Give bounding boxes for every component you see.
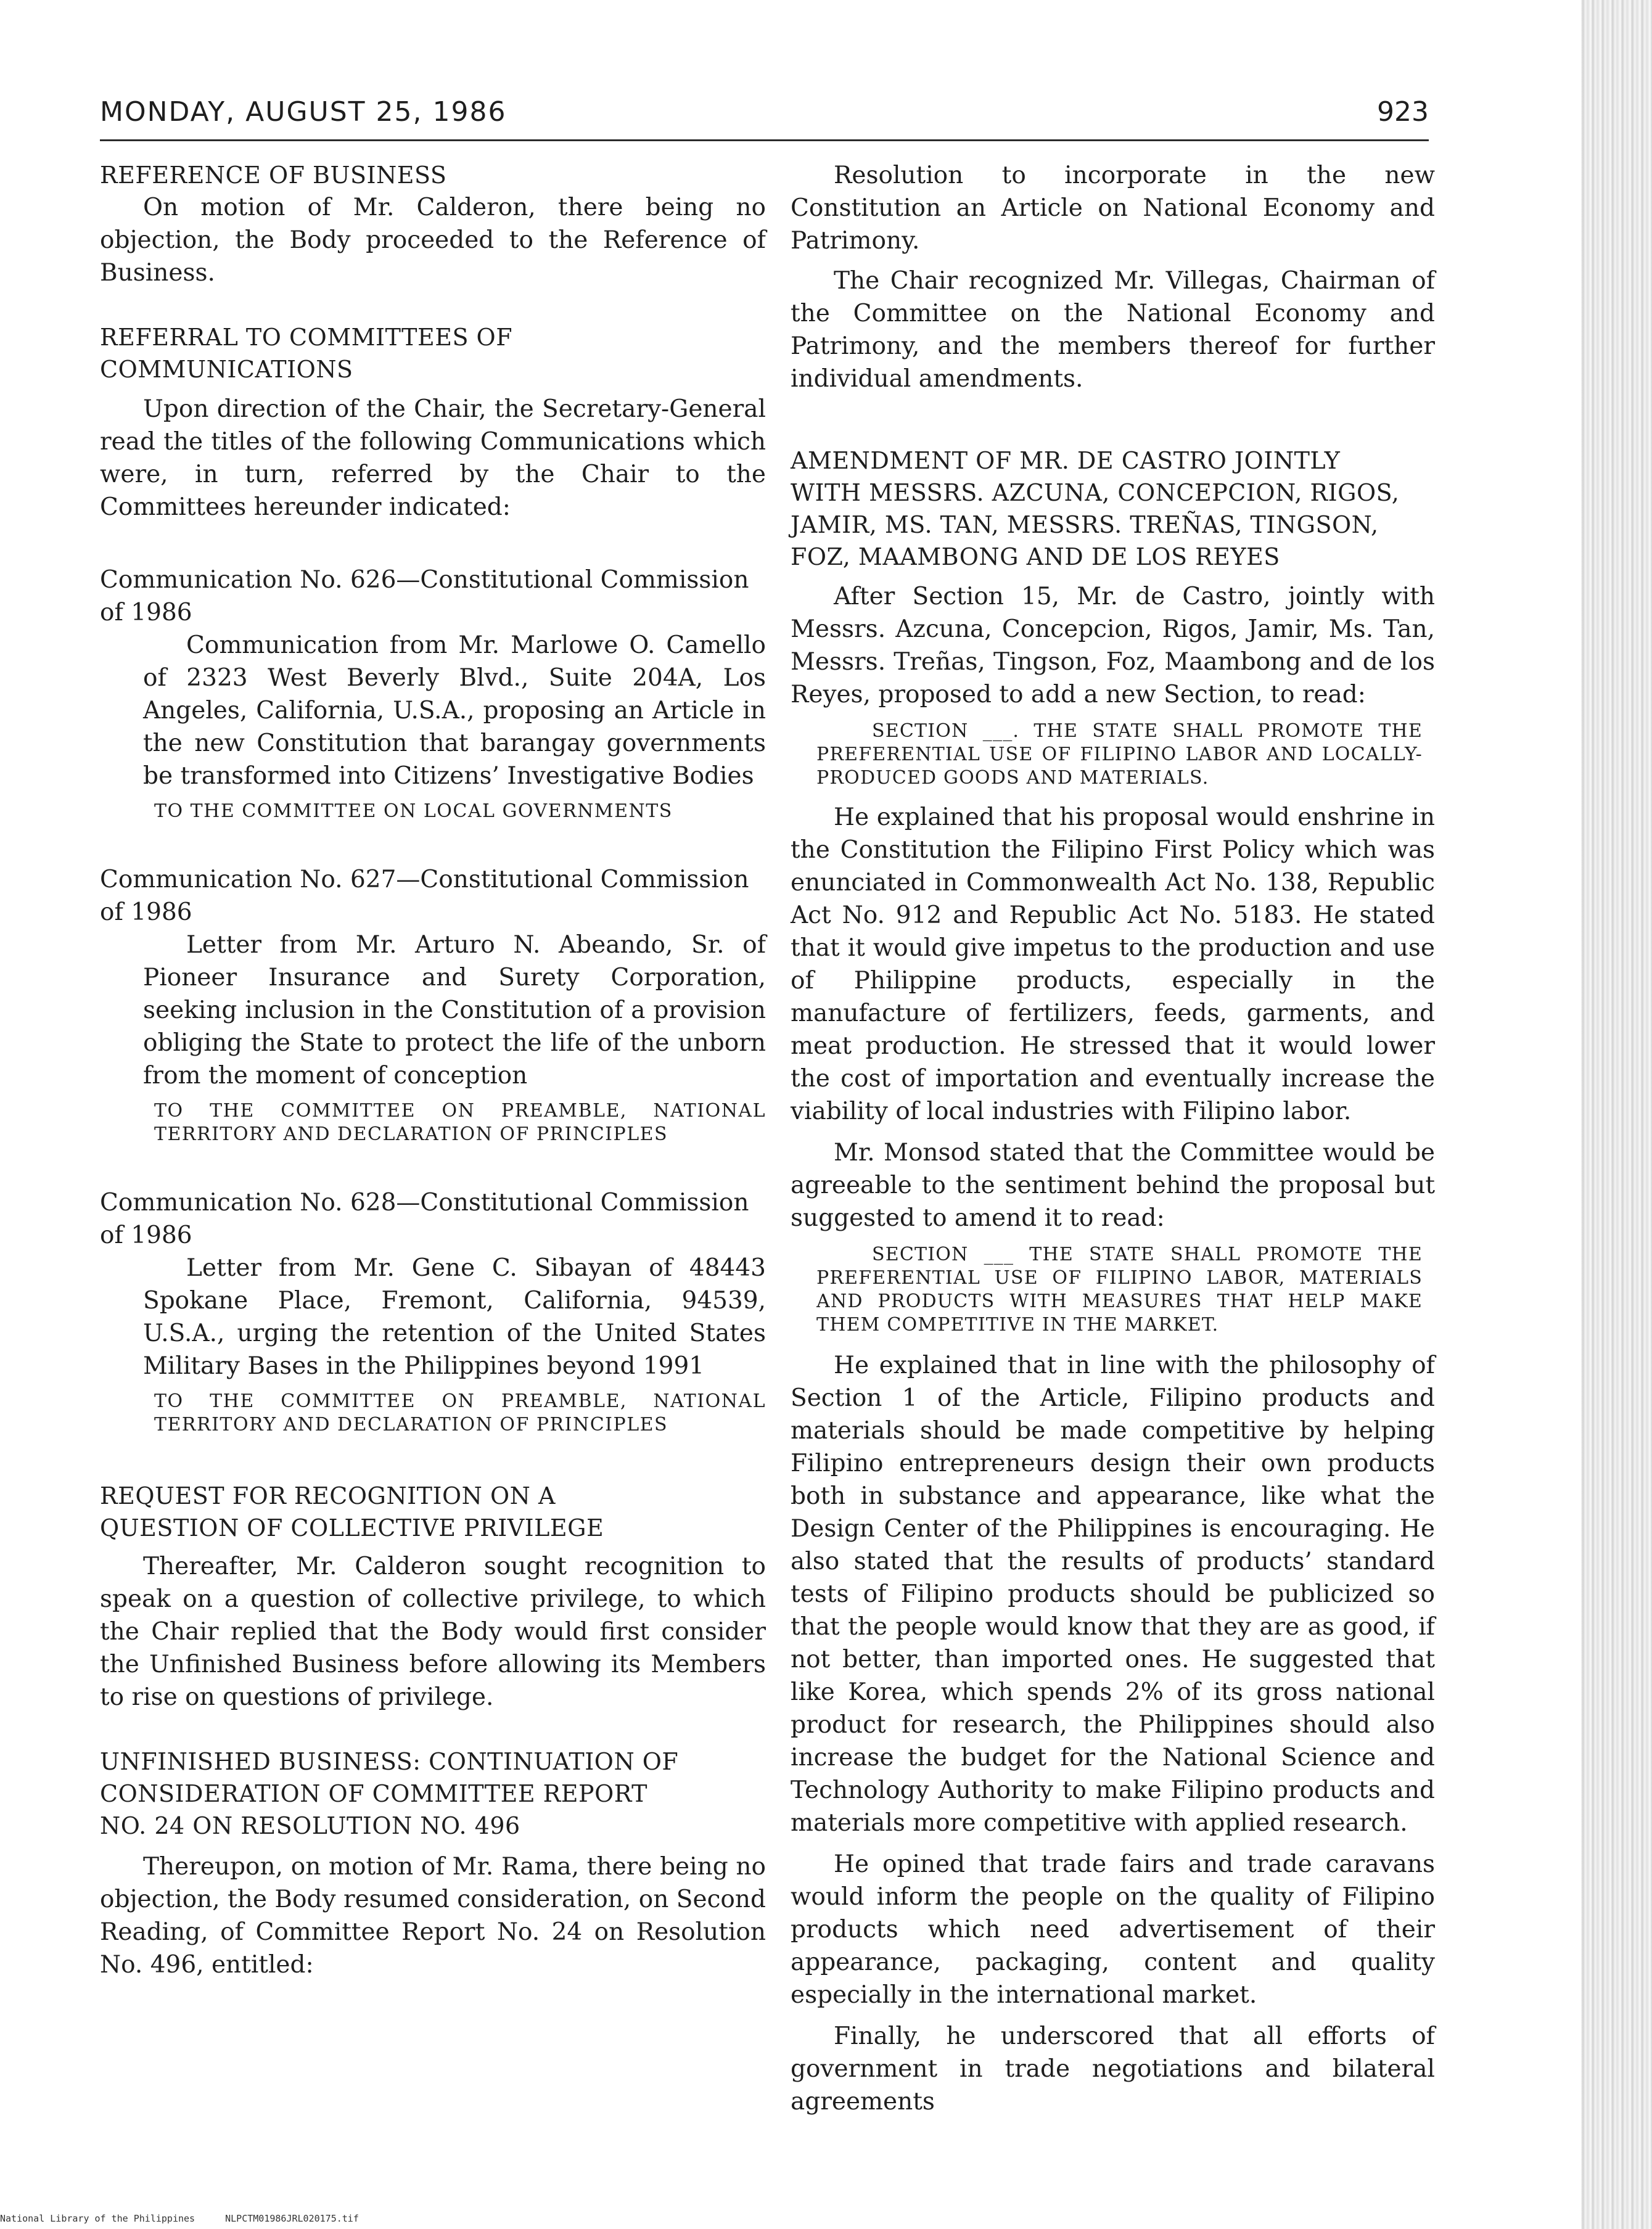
resolution-paragraph: Resolution to incorporate in the new Constitution an Article on National Economy and Patrimony.: [791, 162, 1435, 255]
communication-627-title: Communication No. 627—Constitutional Commission of 1986: [100, 866, 749, 926]
explained-paragraph: He explained that his proposal would enshrine in the Constitution the Filipino First Policy which was enunciated in Commonwealth Act No. 138, Republic Act No. 912 and Republic Act No. 5183. He stated that it would give impetus to the production and use of Philippine products, especially in the manufacture of fertilizers, feeds, garments, and meat production. He stressed that it would lower the cost of importation and eventually increase the viability of local industries with Filipino labor.: [791, 803, 1435, 1125]
page-header: [100, 90, 1429, 141]
communication-628-body: Letter from Mr. Gene C. Sibayan of 48443 Spokane Place, Fremont, California, 94539, U.S.A., urging the retention of the United States Military Bases in the Philippines beyond 1991: [143, 1254, 766, 1380]
communication-626-body: Communication from Mr. Marlowe O. Camello of 2323 West Beverly Blvd., Suite 204A, Los Angeles, California, U.S.A., proposing an Article in the new Constitution that barangay governments be transformed into Citizens’ Investigative Bodies: [143, 631, 766, 790]
privilege-heading-line-1: REQUEST FOR RECOGNITION ON A: [100, 1482, 556, 1509]
amendment-heading-line-1: AMENDMENT OF MR. DE CASTRO JOINTLY: [791, 447, 1341, 474]
amendment-heading-line-4: FOZ, MAAMBONG AND DE LOS REYES: [791, 543, 1280, 570]
privilege-paragraph: Thereafter, Mr. Calderon sought recognition to speak on a question of collective privilege, to which the Chair replied that the Body would first consider the Unfinished Business before allowing its Members to rise on questions of privilege.: [100, 1553, 766, 1711]
communication-627-referral: TO THE COMMITTEE ON PREAMBLE, NATIONAL TERRITORY AND DECLARATION OF PRINCIPLES: [154, 1100, 766, 1145]
referral-heading-line-2: COMMUNICATIONS: [100, 356, 353, 383]
library-credit: National Library of the Philippines: [0, 2213, 195, 2224]
amendment-heading-line-3: JAMIR, MS. TAN, MESSRS. TREÑAS, TINGSON,: [791, 511, 1379, 538]
communication-628-referral: TO THE COMMITTEE ON PREAMBLE, NATIONAL TERRITORY AND DECLARATION OF PRINCIPLES: [154, 1390, 766, 1435]
unfinished-heading-line-2: CONSIDERATION OF COMMITTEE REPORT: [100, 1780, 648, 1807]
communication-626-title: Communication No. 626—Constitutional Commission of 1986: [100, 566, 749, 626]
left-column: [100, 159, 766, 1981]
trade-fairs-paragraph: He opined that trade fairs and trade caravans would inform the people on the quality of Filipino products which need advertisement of their appearance, packaging, content and quality especially in the international market.: [791, 1850, 1435, 2009]
scan-edge-shading: [1581, 0, 1652, 2229]
reference-paragraph: On motion of Mr. Calderon, there being no objection, the Body proceeded to the Reference of Business.: [100, 194, 766, 287]
communication-626-referral: TO THE COMMITTEE ON LOCAL GOVERNMENTS: [154, 800, 673, 822]
file-id: NLPCTM01986JRL020175.tif: [225, 2213, 359, 2224]
section-proposal: SECTION ___. THE STATE SHALL PROMOTE THE PREFERENTIAL USE OF FILIPINO LABOR AND LOCALLY-PRODUCED GOODS AND MATERIALS.: [816, 720, 1423, 789]
unfinished-heading-line-3: NO. 24 ON RESOLUTION NO. 496: [100, 1812, 520, 1839]
reference-heading: REFERENCE OF BUSINESS: [100, 162, 447, 189]
chair-paragraph: The Chair recognized Mr. Villegas, Chairman of the Committee on the National Economy and Patrimony, and the members thereof for further individual amendments.: [791, 267, 1435, 393]
unfinished-heading-line-1: UNFINISHED BUSINESS: CONTINUATION OF: [100, 1748, 679, 1775]
privilege-heading-line-2: QUESTION OF COLLECTIVE PRIVILEGE: [100, 1514, 604, 1541]
communication-627-body: Letter from Mr. Arturo N. Abeando, Sr. of Pioneer Insurance and Surety Corporation, seeking inclusion in the Constitution of a provision obliging the State to protect the life of the unborn from the moment of conception: [143, 931, 766, 1090]
scan-footer: [0, 2213, 384, 2224]
header-date: MONDAY, AUGUST 25, 1986: [100, 96, 507, 128]
referral-heading-line-1: REFERRAL TO COMMITTEES OF: [100, 324, 513, 351]
section-amended: SECTION ___ THE STATE SHALL PROMOTE THE PREFERENTIAL USE OF FILIPINO LABOR, MATERIALS AND PRODUCTS WITH MEASURES THAT HELP MAKE THEM COMPETITIVE IN THE MARKET.: [816, 1244, 1423, 1336]
right-column: [791, 159, 1435, 2118]
communication-628-title: Communication No. 628—Constitutional Commission of 1986: [100, 1189, 749, 1249]
page-number: 923: [1377, 96, 1429, 128]
finally-paragraph: Finally, he underscored that all efforts of government in trade negotiations and bilateral agreements: [791, 2022, 1435, 2116]
monsod-paragraph: Mr. Monsod stated that the Committee would be agreeable to the sentiment behind the proposal but suggested to amend it to read:: [791, 1139, 1435, 1232]
amendment-heading-line-2: WITH MESSRS. AZCUNA, CONCEPCION, RIGOS,: [791, 479, 1400, 506]
philosophy-paragraph: He explained that in line with the philosophy of Section 1 of the Article, Filipino products and materials should be made competitive by helping Filipino entrepreneurs design their own products both in substance and appearance, like what the Design Center of the Philippines is encouraging. He also stated that the results of products’ standard tests of Filipino products should be publicized so that the people would know that they are as good, if not better, than imported ones. He suggested that like Korea, which spends 2% of its gross national product for research, the Philippines should also increase the budget for the National Science and Technology Authority to make Filipino products and materials more competitive with applied research.: [791, 1352, 1435, 1837]
referral-paragraph: Upon direction of the Chair, the Secretary-General read the titles of the following Communications which were, in turn, referred by the Chair to the Committees hereunder indicated:: [100, 395, 766, 521]
unfinished-paragraph: Thereupon, on motion of Mr. Rama, there being no objection, the Body resumed consideration, on Second Reading, of Committee Report No. 24 on Resolution No. 496, entitled:: [100, 1853, 766, 1979]
after-section-paragraph: After Section 15, Mr. de Castro, jointly with Messrs. Azcuna, Concepcion, Rigos, Jamir, Ms. Tan, Messrs. Treñas, Tingson, Foz, Maambong and de los Reyes, proposed to add a new Section, to read:: [791, 583, 1435, 708]
